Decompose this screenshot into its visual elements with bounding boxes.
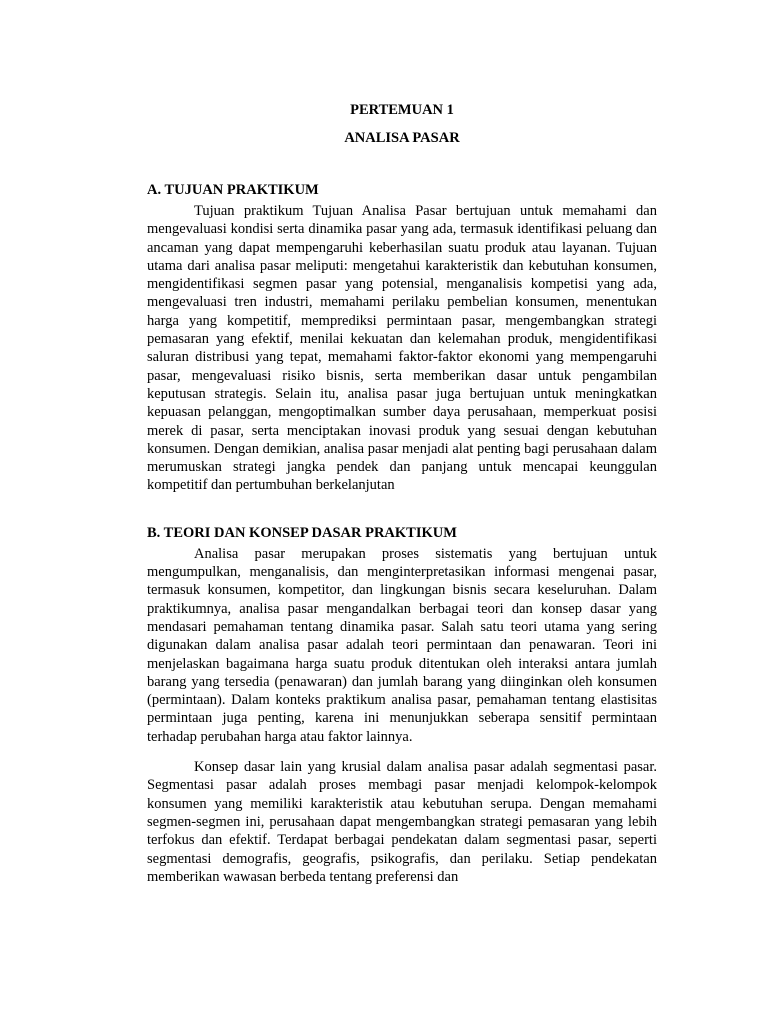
subject-title: ANALISA PASAR [344, 130, 460, 146]
meeting-title: PERTEMUAN 1 [350, 102, 454, 118]
document-page [147, 98, 657, 886]
paragraph-tujuan: Tujuan praktikum Tujuan Analisa Pasar bertujuan untuk memahami dan mengevaluasi kondisi serta dinamika pasar yang ada, termasuk identifikasi peluang dan ancaman yang dapat mempengaruhi keberhasilan suatu produk atau layanan. Tujuan utama dari analisa pasar meliputi: mengetahui karakteristik dan kebutuhan konsumen, mengidentifikasi segmen pasar yang potensial, menganalisis kompetisi yang ada, mengevaluasi tren industri, memahami perilaku pembelian konsumen, menentukan harga yang kompetitif, memprediksi permintaan pasar, mengembangkan strategi pemasaran yang efektif, menilai kekuatan dan kelemahan produk, mengidentifikasi saluran distribusi yang tepat, memahami faktor-faktor ekonomi yang mempengaruhi pasar, mengevaluasi risiko bisnis, serta memberikan dasar untuk pengambilan keputusan strategis. Selain itu, analisa pasar juga bertujuan untuk meningkatkan kepuasan pelanggan, mengoptimalkan sumber daya perusahaan, memperkuat posisi merek di pasar, serta menciptakan inovasi produk yang sesuai dengan kebutuhan konsumen. Dengan demikian, analisa pasar menjadi alat penting bagi perusahaan dalam merumuskan strategi jangka pendek dan panjang untuk mencapai keunggulan kompetitif dan pertumbuhan berkelanjutan [147, 203, 657, 494]
section-heading-teori: B. TEORI DAN KONSEP DASAR PRAKTIKUM [147, 524, 457, 541]
paragraph-teori-1: Analisa pasar merupakan proses sistematis yang bertujuan untuk mengumpulkan, menganalisis, dan menginterpretasikan informasi mengenai pasar, termasuk konsumen, kompetitor, dan lingkungan bisnis secara keseluruhan. Dalam praktikumnya, analisa pasar mengandalkan berbagai teori dan konsep dasar yang mendasari pemahaman tentang dinamika pasar. Salah satu teori utama yang sering digunakan dalam analisa pasar adalah teori permintaan dan penawaran. Teori ini menjelaskan bagaimana harga suatu produk ditentukan oleh interaksi antara jumlah barang yang tersedia (penawaran) dan jumlah barang yang diinginkan oleh konsumen (permintaan). Dalam konteks praktikum analisa pasar, pemahaman tentang elastisitas permintaan juga penting, karena ini menunjukkan seberapa sensitif permintaan terhadap perubahan harga atau faktor lainnya. [147, 545, 657, 745]
section-heading-tujuan: A. TUJUAN PRAKTIKUM [147, 182, 319, 198]
paragraph-teori-2: Konsep dasar lain yang krusial dalam analisa pasar adalah segmentasi pasar. Segmentasi pasar adalah proses membagi pasar menjadi kelompok-kelompok konsumen yang memiliki karakteristik atau kebutuhan serupa. Dengan memahami segmen-segmen ini, perusahaan dapat mengembangkan strategi pemasaran yang lebih terfokus dan efektif. Terdapat berbagai pendekatan dalam segmentasi pasar, seperti segmentasi demografis, geografis, psikografis, dan perilaku. Setiap pendekatan memberikan wawasan berbeda tentang preferensi dan [147, 759, 657, 885]
